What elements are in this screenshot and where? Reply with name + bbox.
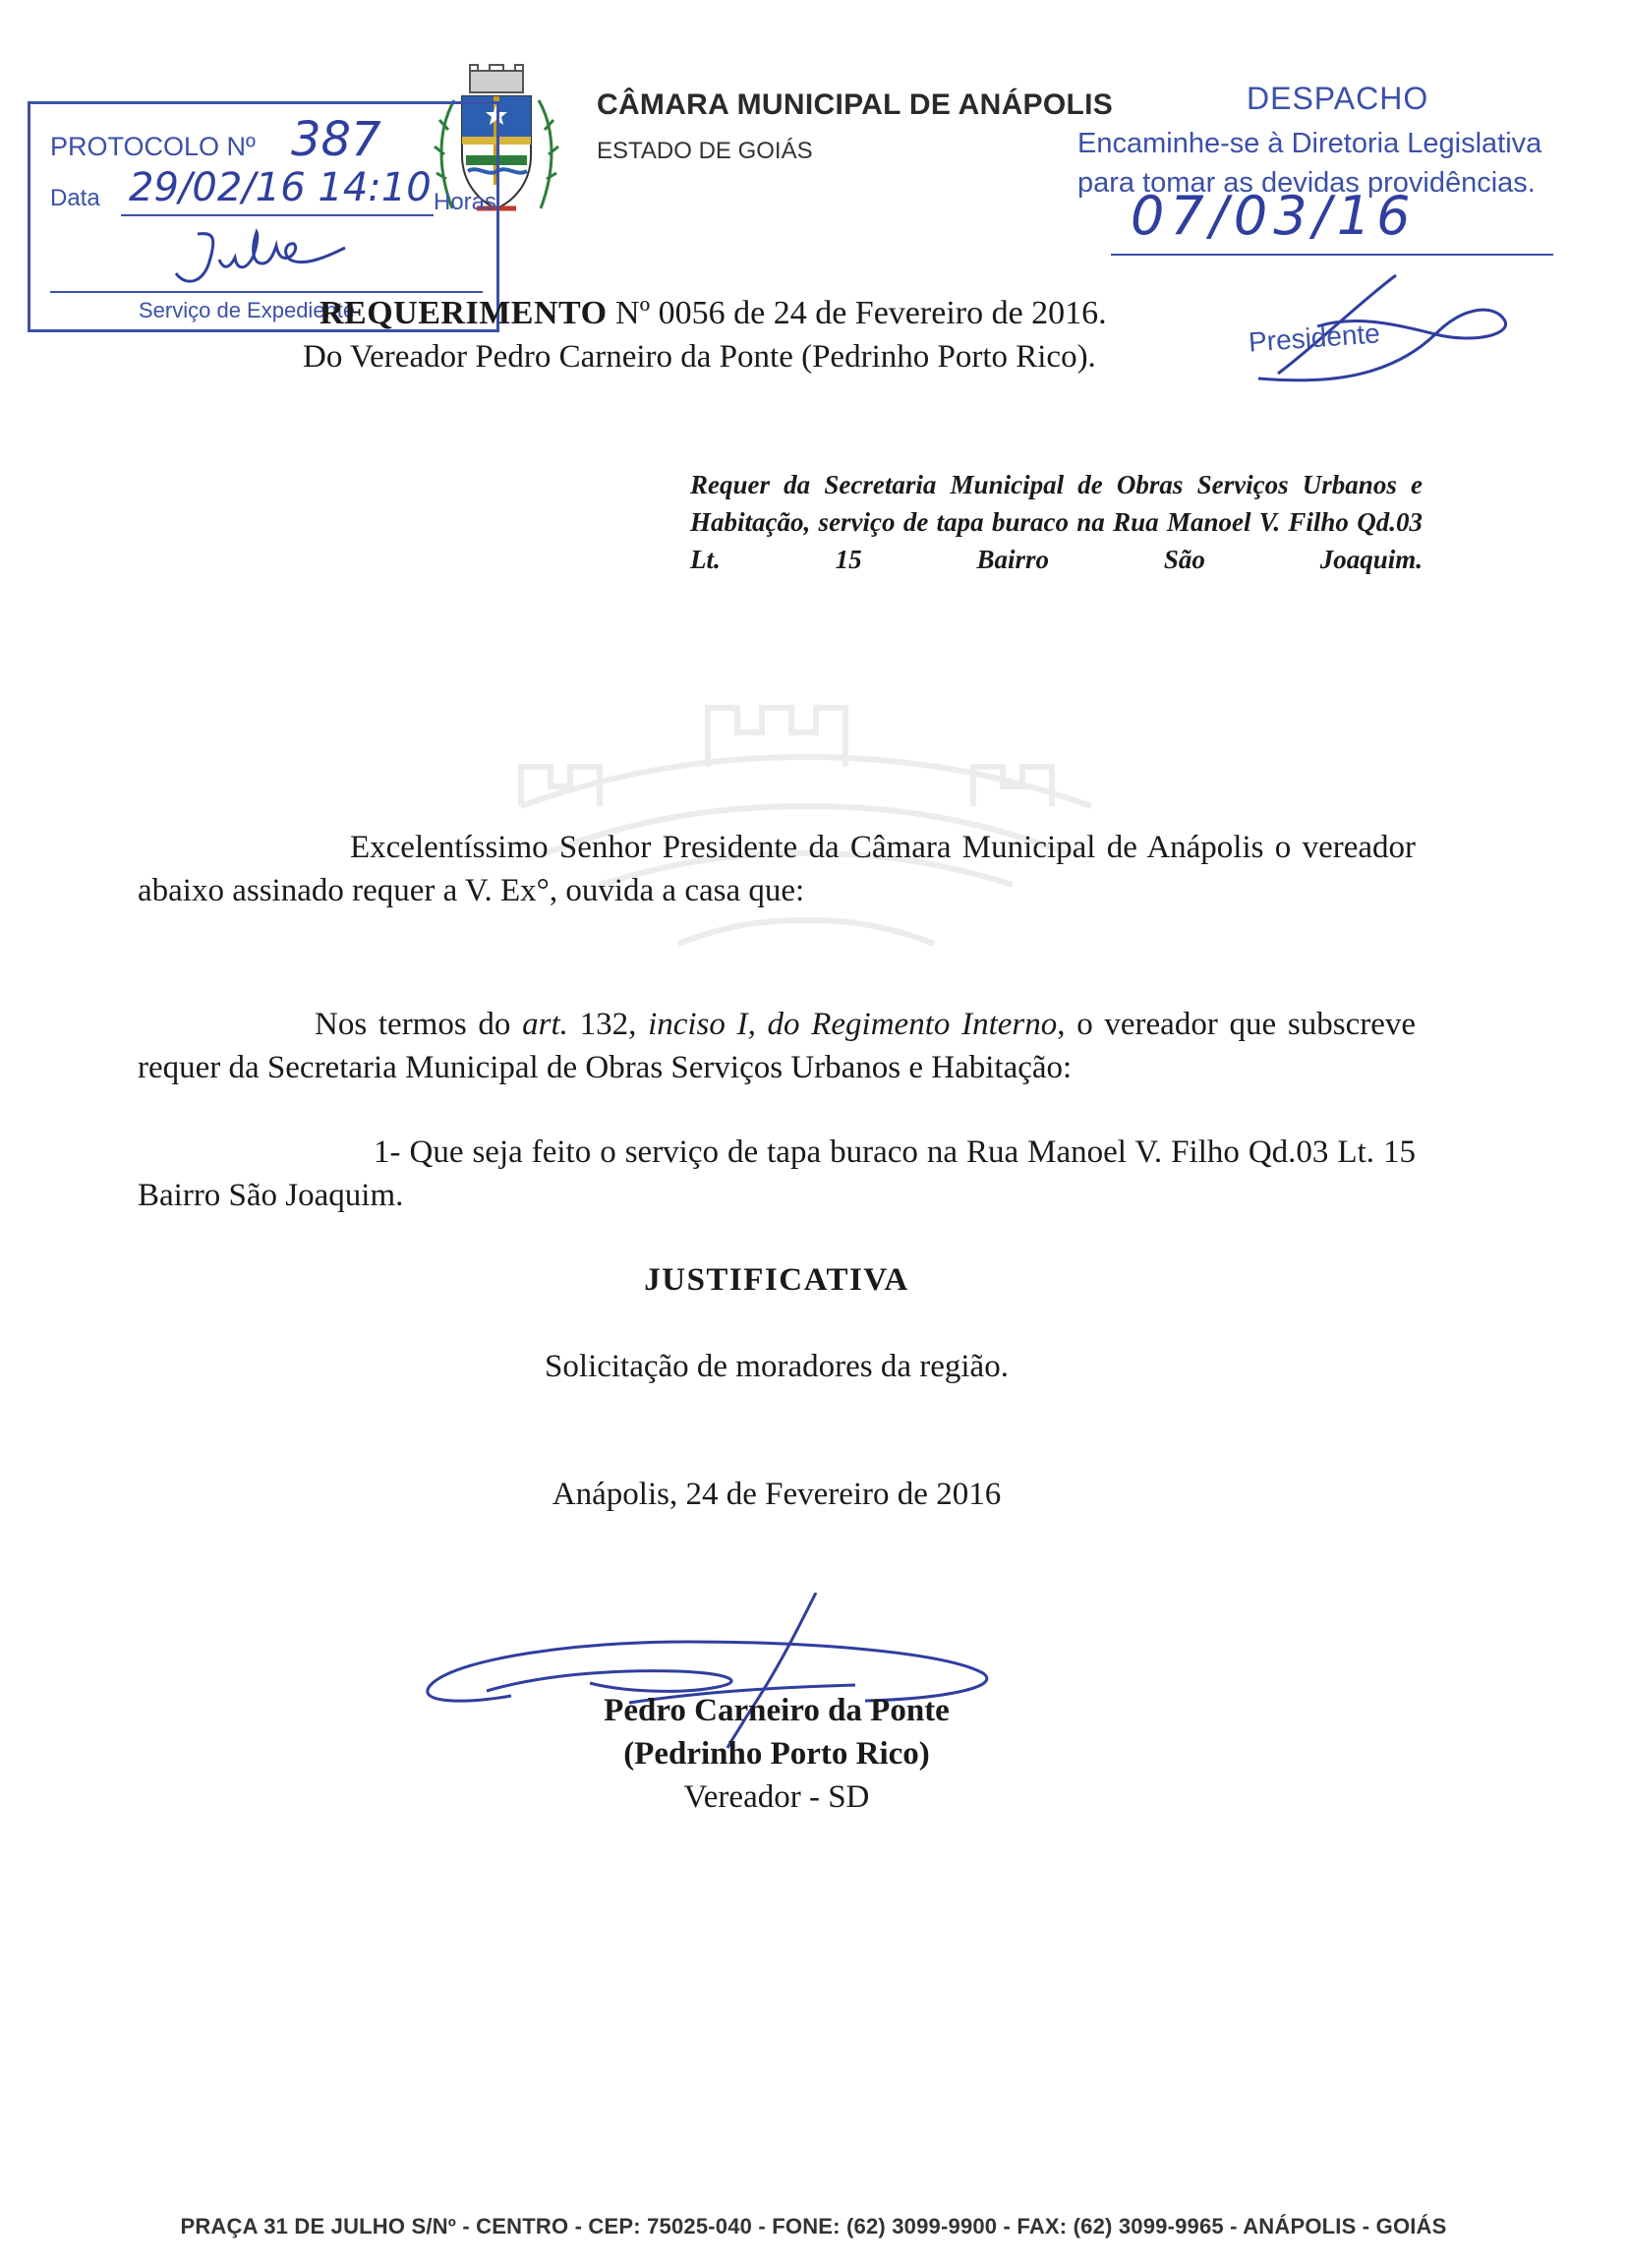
clerk-signature-icon xyxy=(158,222,404,301)
hours-label: Horas xyxy=(434,189,497,215)
signer-nickname: (Pedrinho Porto Rico) xyxy=(623,1736,930,1772)
service-label: Serviço de Expediente xyxy=(139,298,356,322)
legal-basis-part-3: , o vereador que subscreve requer da Secretaria Municipal de Obras Serviços Urbanos e Habitação: xyxy=(138,1007,1416,1085)
state-name: ESTADO DE GOIÁS xyxy=(597,138,813,164)
despacho-title: DESPACHO xyxy=(1247,81,1429,116)
place-date: Anápolis, 24 de Fevereiro de 2016 xyxy=(552,1477,1002,1512)
footer-address: PRAÇA 31 DE JULHO S/Nº - CENTRO - CEP: 75025-040 - FONE: (62) 3099-9900 - FAX: (62) 3099-9965 - ANÁPOLIS - GOIÁS xyxy=(180,2214,1447,2239)
despacho-line-1: Encaminhe-se à Diretoria Legislativa xyxy=(1077,128,1542,159)
protocol-number: 387 xyxy=(291,112,381,167)
requerimento-word: REQUERIMENTO xyxy=(320,295,608,331)
signer-name: Pedro Carneiro da Ponte xyxy=(604,1693,950,1728)
address-paragraph: Excelentíssimo Senhor Presidente da Câmara Municipal de Anápolis o vereador abaixo assinado requer a V. Ex°, ouvida a casa que: xyxy=(138,830,1416,908)
legal-basis-inciso: inciso I, do Regimento Interno xyxy=(648,1007,1058,1042)
despacho-underline xyxy=(1111,254,1553,256)
request-summary: Requer da Secretaria Municipal de Obras Serviços Urbanos e Habitação, serviço de tapa buraco na Rua Manoel V. Filho Qd.03 Lt. 15 Bairro São Joaquim. xyxy=(690,470,1423,574)
justification-title: JUSTIFICATIVA xyxy=(644,1262,909,1298)
president-label: Presidente xyxy=(1248,318,1381,358)
legal-basis-paragraph xyxy=(138,1003,1416,1089)
author-line: Do Vereador Pedro Carneiro da Ponte (Pedrinho Porto Rico). xyxy=(303,339,1096,375)
chamber-title: CÂMARA MUNICIPAL DE ANÁPOLIS xyxy=(597,88,1114,121)
date-underline xyxy=(121,214,434,216)
requerimento-title xyxy=(320,295,1107,332)
date-label: Data xyxy=(50,185,100,211)
despacho-line-2: para tomar as devidas providências. xyxy=(1077,167,1536,199)
legal-basis-part-2: 132, xyxy=(567,1007,649,1042)
request-item-1: 1- Que seja feito o serviço de tapa buraco na Rua Manoel V. Filho Qd.03 Lt. 15 Bairro São Joaquim. xyxy=(138,1134,1416,1213)
despacho-date: 07/03/16 xyxy=(1131,185,1417,247)
date-value: 29/02/16 14:10 xyxy=(129,165,432,210)
signer-role: Vereador - SD xyxy=(683,1779,870,1815)
legal-basis-art: art. xyxy=(522,1007,568,1042)
legal-basis-part-1: Nos termos do xyxy=(315,1007,523,1042)
requerimento-number-date: Nº 0056 de 24 de Fevereiro de 2016. xyxy=(607,295,1107,331)
justification-text: Solicitação de moradores da região. xyxy=(545,1349,1009,1384)
protocol-label: PROTOCOLO Nº xyxy=(50,132,256,161)
signature-underline xyxy=(50,291,483,293)
